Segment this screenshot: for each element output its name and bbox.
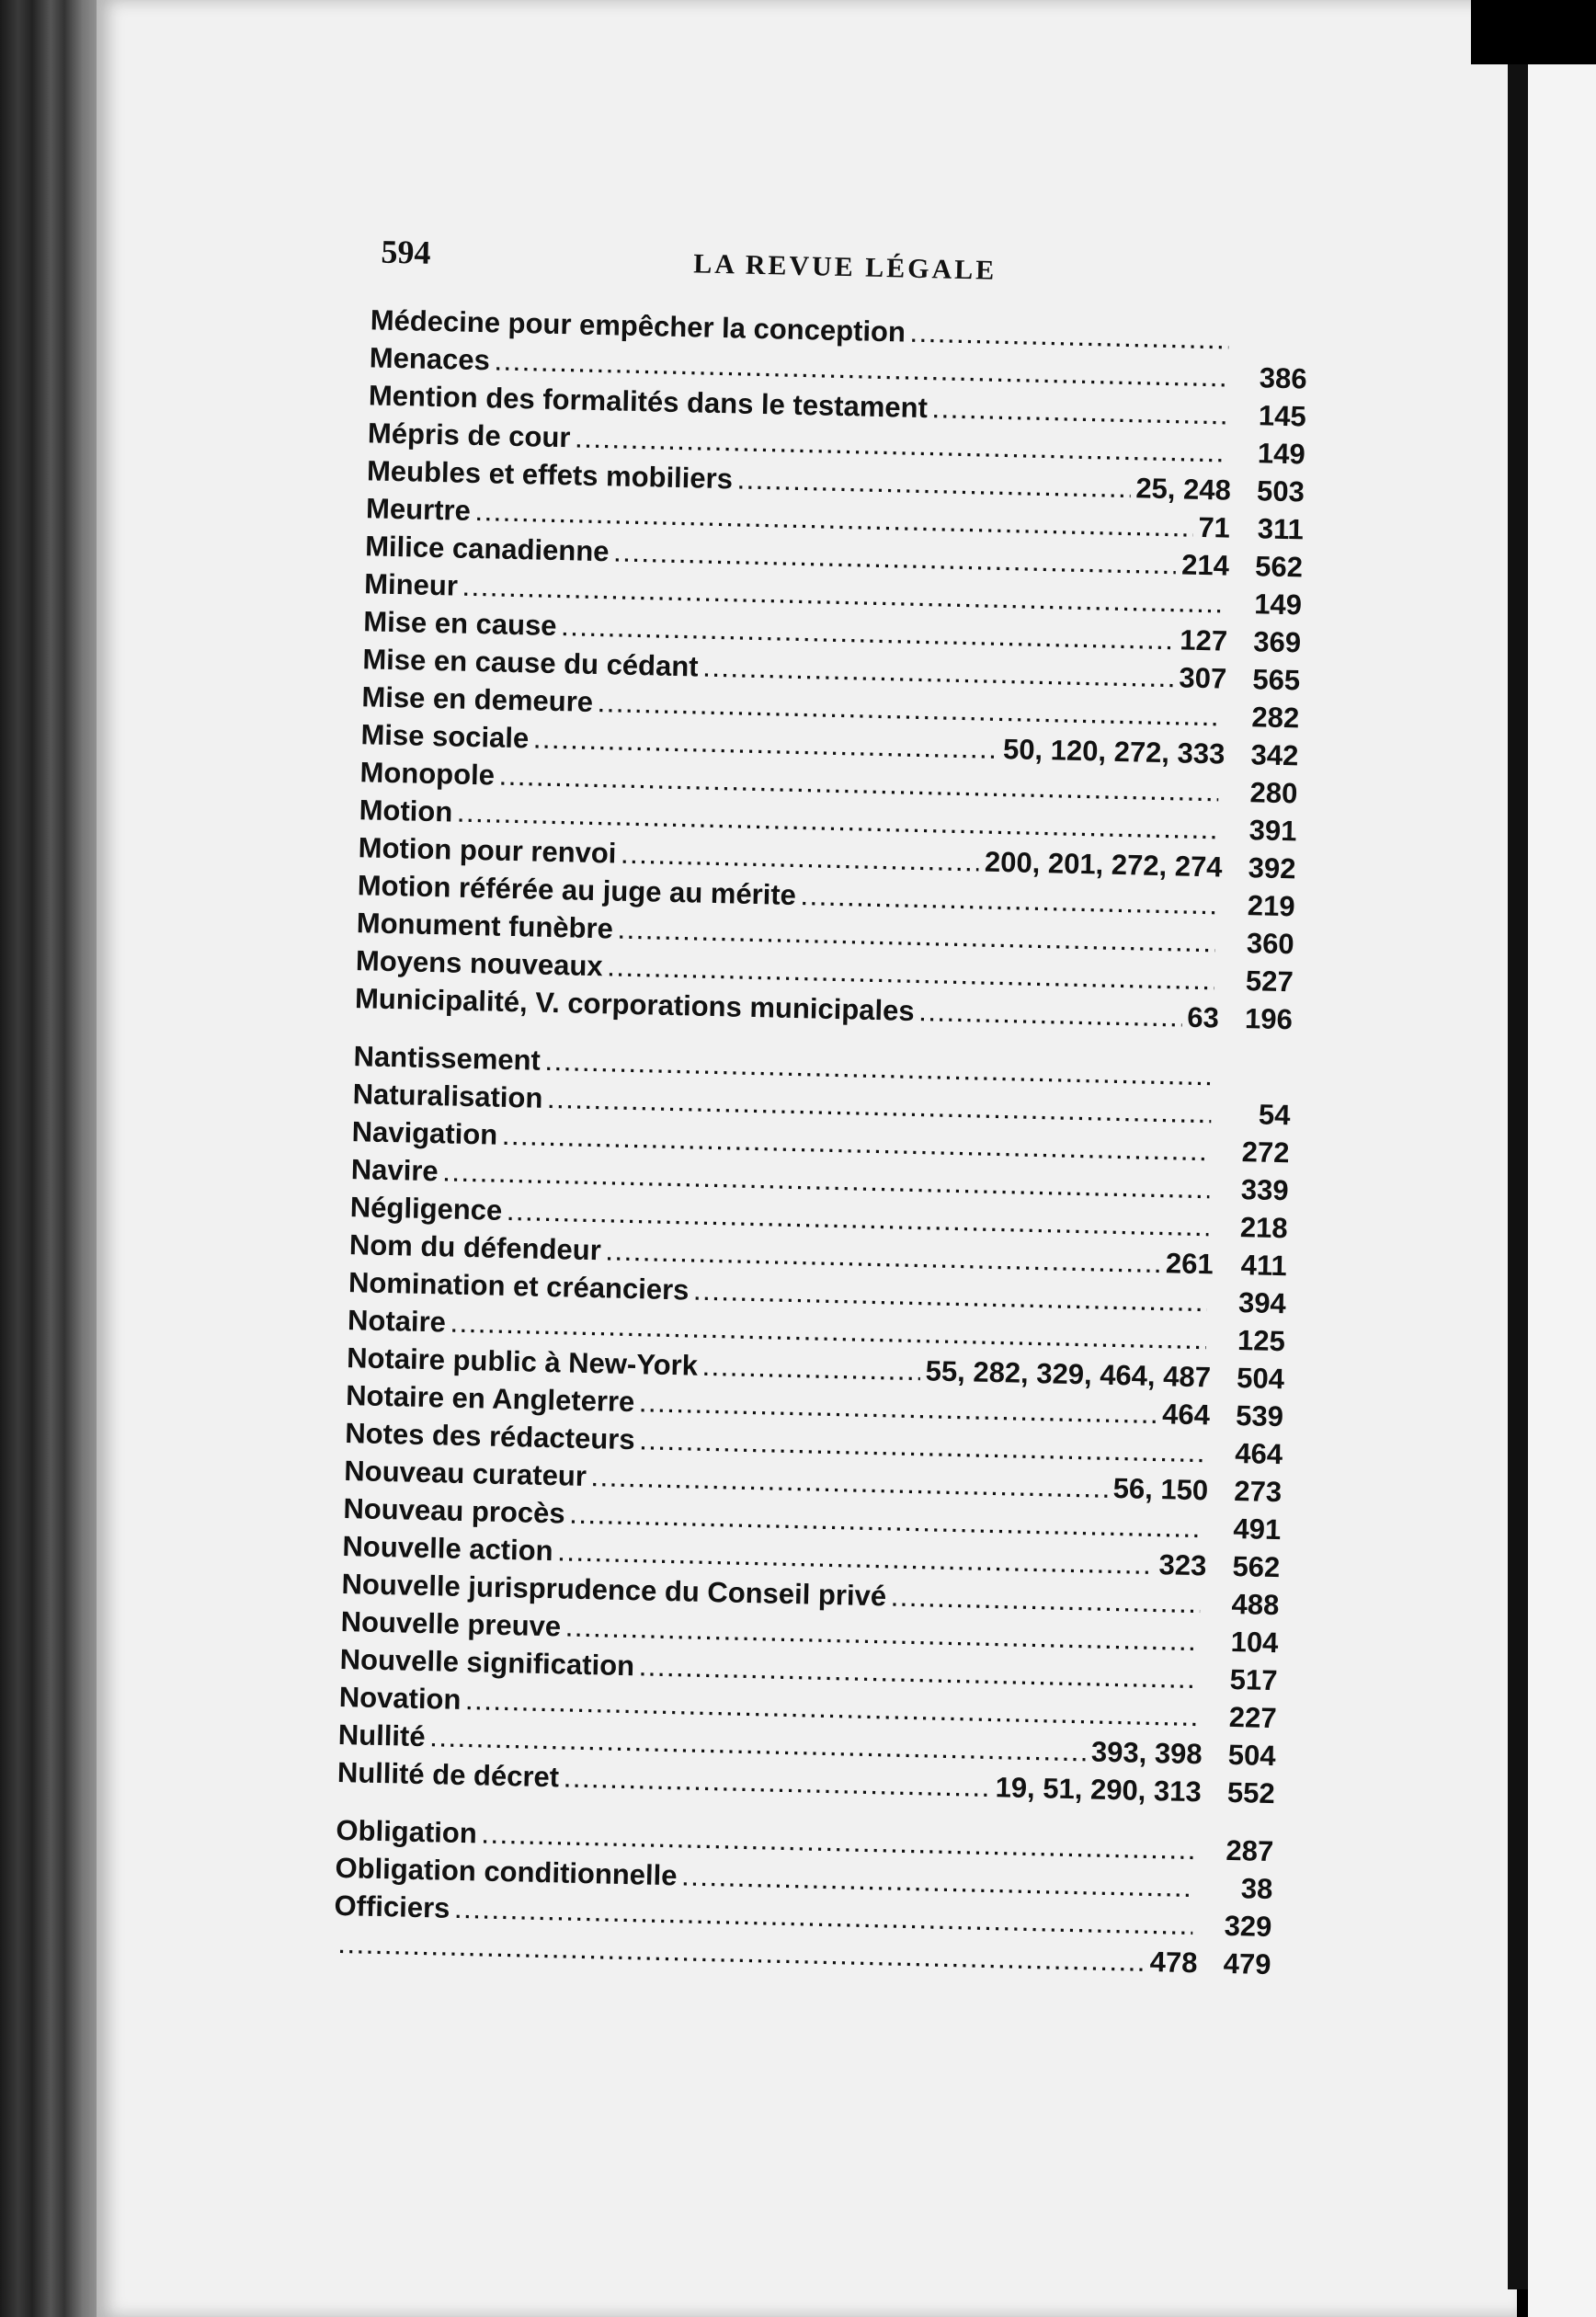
index-page: 562 <box>1254 550 1304 584</box>
leader-dots <box>703 658 1173 693</box>
index-term: Navigation <box>351 1115 498 1151</box>
index-page: 311 <box>1257 512 1305 546</box>
index-page <box>1234 349 1307 351</box>
index-term: Mise en demeure <box>361 680 594 718</box>
index-page: 329 <box>1224 1909 1272 1944</box>
index-page: 54 <box>1258 1098 1291 1132</box>
index-term: Notaire public à New-York <box>346 1341 699 1382</box>
leader-dots <box>892 1588 1201 1619</box>
index-term: Nomination et créanciers <box>348 1266 690 1307</box>
index-term: Motion référée au juge au mérite <box>357 869 797 912</box>
index-term: Notaire <box>347 1304 447 1339</box>
index-page: 504 <box>1236 1362 1285 1396</box>
index-page: 517 <box>1229 1662 1278 1697</box>
leader-dots <box>564 1769 990 1802</box>
index-page: 38 <box>1240 1872 1273 1906</box>
leader-dots <box>621 845 979 877</box>
index-page: 491 <box>1233 1512 1282 1547</box>
index-term: Nullité <box>337 1718 426 1753</box>
running-head: LA REVUE LÉGALE <box>692 248 998 286</box>
index-page: 342 <box>1250 738 1299 772</box>
index-term: Nouveau curateur <box>344 1455 587 1493</box>
index-page: 149 <box>1257 437 1306 471</box>
index-list <box>333 303 1308 1986</box>
index-term: Mise sociale <box>360 718 530 755</box>
index-term: Mise en cause <box>362 605 557 643</box>
index-term: Notes des rédacteurs <box>344 1417 635 1456</box>
index-term: Officiers <box>334 1889 450 1924</box>
leader-dots <box>802 886 1216 919</box>
index-page: 552 <box>1226 1775 1276 1810</box>
index-page: 565 <box>1252 663 1301 697</box>
index-refs: 478 <box>1149 1946 1198 1980</box>
index-page: 149 <box>1253 588 1303 622</box>
index-term: Milice canadienne <box>364 530 610 568</box>
index-term: Navire <box>350 1153 439 1188</box>
page-number: 594 <box>381 233 431 271</box>
index-term: Négligence <box>349 1191 503 1227</box>
index-page: 411 <box>1240 1249 1288 1283</box>
index-page: 488 <box>1231 1587 1280 1622</box>
index-page: 394 <box>1237 1286 1287 1320</box>
index-term: Nouvelle jurisprudence du Conseil privé <box>341 1568 887 1613</box>
index-term: Nantissement <box>353 1040 542 1077</box>
index-refs: 261 <box>1165 1247 1214 1281</box>
index-page: 273 <box>1234 1475 1282 1509</box>
index-page <box>1217 1085 1291 1087</box>
index-page: 504 <box>1227 1738 1277 1773</box>
index-term: Monument funèbre <box>356 907 614 945</box>
index-page: 369 <box>1252 625 1302 659</box>
leader-dots <box>682 1867 1193 1903</box>
index-term: Moyens nouveaux <box>355 944 604 983</box>
leader-dots <box>694 1282 1207 1318</box>
index-page: 386 <box>1259 361 1308 395</box>
index-term: Obligation <box>336 1813 478 1850</box>
leader-dots <box>640 1657 1199 1694</box>
index-refs: 71 <box>1198 510 1231 544</box>
index-page: 562 <box>1232 1549 1281 1584</box>
index-refs: 127 <box>1180 623 1228 657</box>
index-page: 539 <box>1235 1399 1284 1433</box>
index-term: Meubles et effets mobiliers <box>366 454 734 496</box>
index-term: Mépris de cour <box>367 417 571 454</box>
leader-dots <box>640 1431 1203 1467</box>
index-term: Nom du défendeur <box>348 1228 602 1267</box>
index-term: Meurtre <box>365 492 472 527</box>
leader-dots <box>703 1357 920 1386</box>
index-term: Obligation conditionnelle <box>335 1851 678 1892</box>
index-page: 218 <box>1239 1211 1289 1245</box>
index-term: Motion <box>359 793 453 828</box>
index-term: Mineur <box>363 567 459 602</box>
index-refs: 25, 248 <box>1135 472 1232 507</box>
index-term: Mise en cause du cédant <box>362 643 699 683</box>
leader-dots <box>592 1467 1108 1503</box>
index-page: 360 <box>1246 927 1295 961</box>
index-term: Nouvelle signification <box>339 1642 635 1683</box>
index-page: 391 <box>1248 814 1297 848</box>
index-page: 503 <box>1256 474 1305 508</box>
book-gutter <box>1508 64 1528 2289</box>
index-page: 464 <box>1234 1437 1283 1471</box>
index-page: 392 <box>1248 851 1296 885</box>
index-page: 219 <box>1247 889 1295 923</box>
index-refs: 307 <box>1179 661 1227 695</box>
index-refs: 464 <box>1161 1398 1211 1432</box>
book-page-edges <box>0 0 101 2317</box>
index-term: Médecine pour empêcher la conception <box>370 303 906 348</box>
index-refs: 214 <box>1180 548 1230 582</box>
index-page: 280 <box>1249 776 1298 810</box>
leader-dots <box>614 542 1176 579</box>
index-term: Naturalisation <box>352 1078 543 1114</box>
leader-dots <box>919 1002 1181 1032</box>
index-refs: 323 <box>1158 1548 1207 1582</box>
index-term: Notaire en Angleterre <box>345 1379 635 1419</box>
leader-dots <box>738 470 1131 503</box>
index-page: 287 <box>1226 1833 1274 1868</box>
leader-dots <box>933 399 1227 429</box>
index-page: 272 <box>1241 1136 1290 1170</box>
index-term: Mention des formalités dans le testament <box>368 379 929 425</box>
leader-dots <box>534 730 998 764</box>
index-page: 125 <box>1237 1324 1286 1358</box>
index-term: Menaces <box>369 341 491 377</box>
index-refs: 19, 51, 290, 313 <box>995 1771 1203 1809</box>
index-refs: 393, 398 <box>1090 1735 1203 1771</box>
index-term: Nouveau procès <box>343 1492 566 1530</box>
index-term: Monopole <box>359 756 496 792</box>
page-content <box>234 230 1333 2093</box>
index-page: 227 <box>1228 1700 1277 1735</box>
index-term: Motion pour renvoi <box>358 831 617 870</box>
index-term: Municipalité, V. corporations municipales <box>354 982 915 1027</box>
facing-page-edge <box>1528 64 1596 2317</box>
index-page: 282 <box>1251 701 1300 735</box>
index-refs: 50, 120, 272, 333 <box>1002 733 1226 770</box>
index-refs: 56, 150 <box>1112 1472 1209 1507</box>
index-term: Nullité de décret <box>336 1755 560 1794</box>
leader-dots <box>911 324 1229 355</box>
index-page: 479 <box>1223 1946 1271 1981</box>
leader-dots <box>606 1241 1160 1278</box>
index-term: Nouvelle action <box>342 1530 553 1568</box>
index-refs: 63 <box>1186 1000 1220 1034</box>
index-page: 527 <box>1245 964 1294 999</box>
leader-dots <box>640 1393 1157 1429</box>
index-term: Novation <box>338 1680 462 1716</box>
index-page: 196 <box>1244 1002 1294 1036</box>
index-refs: 200, 201, 272, 274 <box>984 845 1223 884</box>
index-page: 145 <box>1258 399 1307 433</box>
scan-background <box>1471 0 1596 64</box>
index-term: Nouvelle preuve <box>340 1604 562 1643</box>
index-page: 104 <box>1230 1625 1279 1660</box>
index-refs: 55, 282, 329, 464, 487 <box>925 1354 1212 1394</box>
index-page: 339 <box>1240 1173 1289 1207</box>
